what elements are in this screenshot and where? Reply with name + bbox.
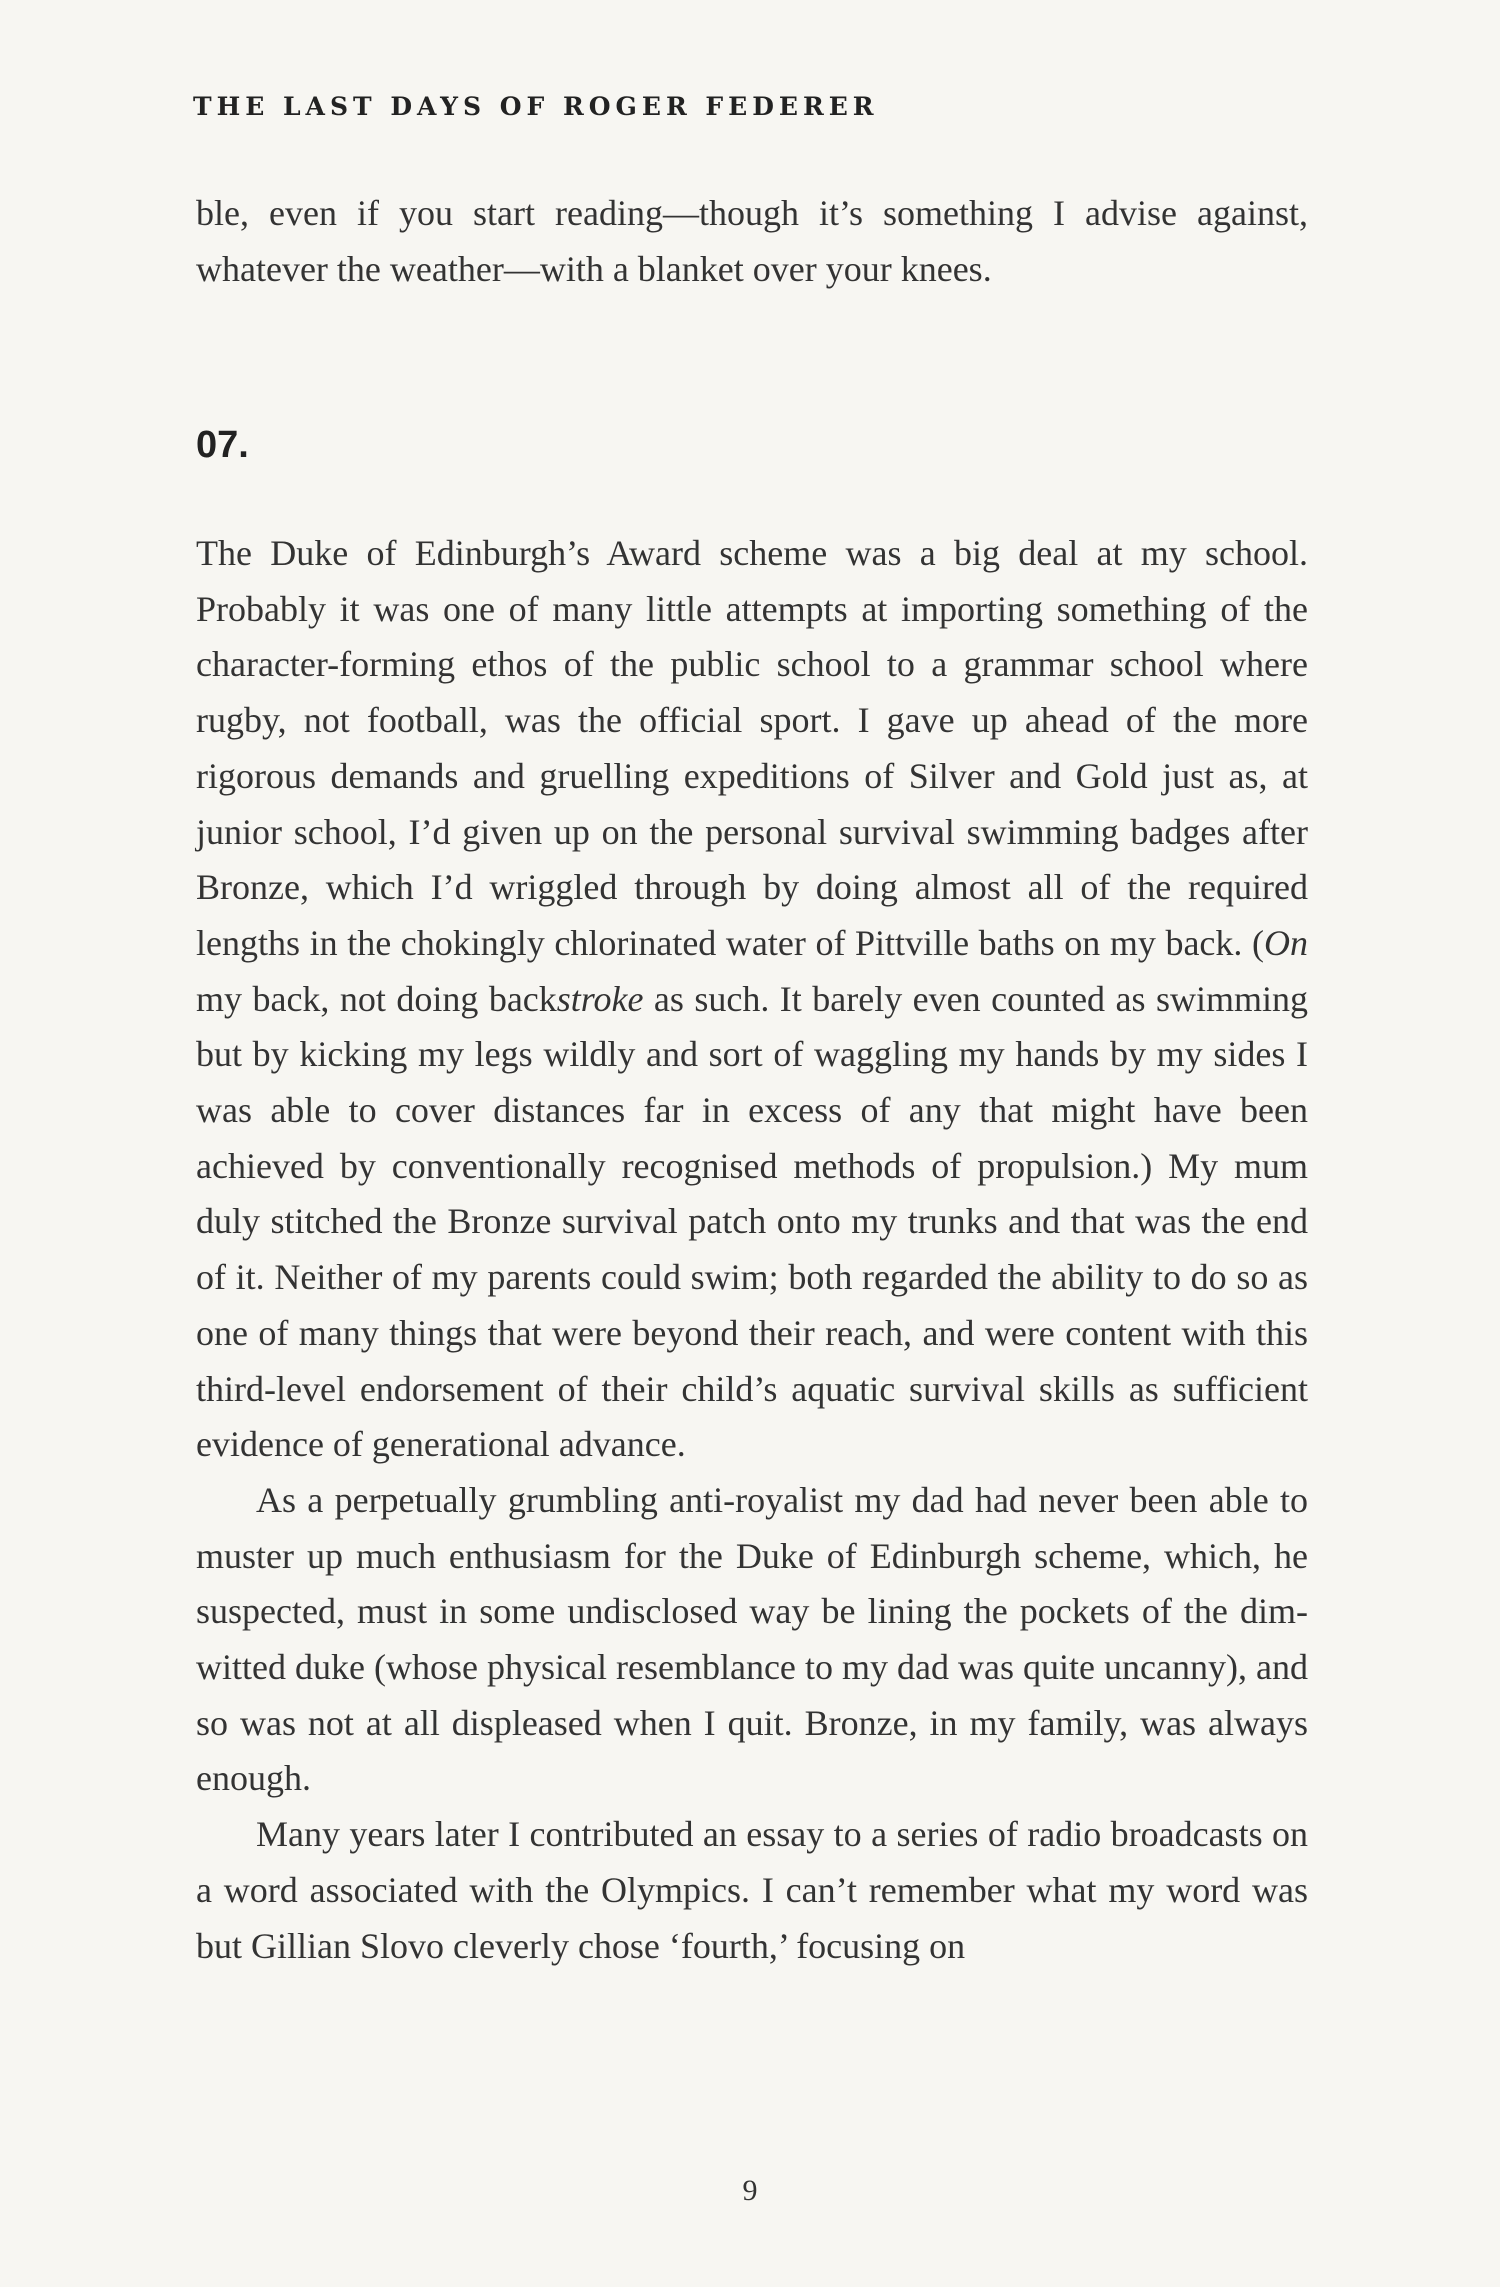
- paragraph-text: as such. It barely even counted as swimming but by kicking my legs wildly and sort of waggling my hands by my sides I was able to cover distances far in excess of any that might have been achieved by conventionally recognised methods of propulsion.) My mum duly stitched the Bronze survival patch onto my trunks and that was the end of it. Neither of my parents could swim; both regarded the ability to do so as one of many things that were beyond their reach, and were content with this third-level endorsement of their child’s aquatic survival skills as sufficient evidence of generational advance.: [196, 978, 1308, 1465]
- paragraph-radio-broadcasts: Many years later I contributed an essay to a series of radio broadcasts on a word associated with the Olympics. I can’t remember what my word was but Gillian Slovo cleverly chose ‘fourth,’ focusing on: [196, 1814, 1308, 1966]
- paragraph-text: The Duke of Edinburgh’s Award scheme was a big deal at my school. Probably it was one of many little attempts at importing something of the character-forming ethos of the public school to a grammar school where rugby, not football, was the official sport. I gave up ahead of the more rigorous demands and gruelling expeditions of Silver and Gold just as, at junior school, I’d given up on the personal survival swimming badges after Bronze, which I’d wriggled through by doing almost all of the required lengths in the chokingly chlorinated water of Pittville baths on my back. (: [196, 533, 1308, 963]
- paragraph-text: ble, even if you start reading—though it’s something I advise against, whatever the weather—with a blanket over your knees.: [196, 193, 1308, 289]
- running-head: THE LAST DAYS OF ROGER FEDERER: [193, 92, 879, 121]
- italic-emphasis: On: [1264, 922, 1308, 963]
- section-body: [196, 526, 1308, 1974]
- paragraph-anti-royalist: As a perpetually grumbling anti-royalist my dad had never been able to muster up much enthusiasm for the Duke of Edinburgh scheme, which, he suspected, must in some undisclosed way be lining the pockets of the dim-witted duke (whose physical resemblance to my dad was quite uncanny), and so was not at all displeased when I quit. Bronze, in my family, was always enough.: [196, 1479, 1308, 1799]
- italic-emphasis: stroke: [556, 978, 644, 1019]
- continued-paragraph: [196, 186, 1308, 297]
- paragraph-duke-of-edinburgh: [196, 526, 1308, 1473]
- page-number: 9: [742, 2174, 758, 2207]
- paragraph-text: my back, not doing back: [196, 978, 557, 1019]
- section-number: 07.: [196, 424, 249, 466]
